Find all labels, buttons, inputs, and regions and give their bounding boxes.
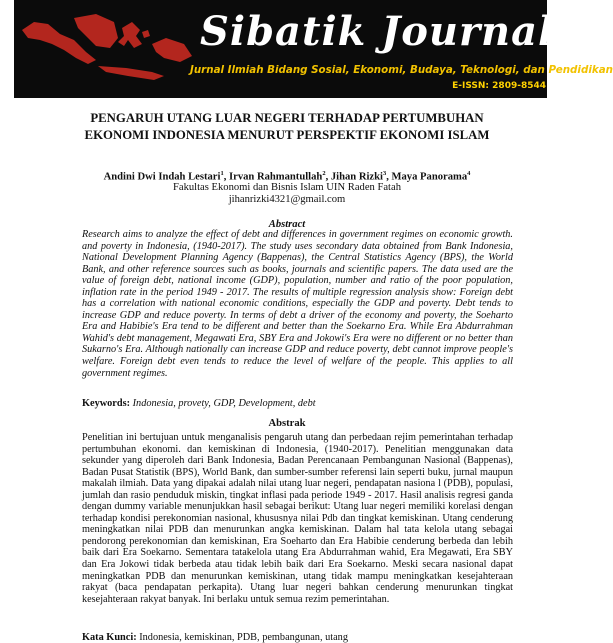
keywords-id (82, 632, 513, 643)
article-title: PENGARUH UTANG LUAR NEGERI TERHADAP PERTUMBUHAN EKONOMI INDONESIA MENURUT PERSPEKTIF EKONOMI ISLAM (84, 111, 490, 142)
author-name: Andini Dwi Indah Lestari (103, 171, 221, 183)
keywords-value-en: Indonesia, provety, GDP, Development, debt (132, 398, 316, 409)
abstract-heading-en: Abstract (268, 219, 306, 230)
keywords-en (82, 398, 513, 409)
abstract-heading-id: Abstrak (268, 418, 306, 429)
journal-banner (14, 0, 613, 98)
author-email[interactable]: jihanrizki4321@gmail.com (228, 194, 346, 205)
keywords-label-en: Keywords: (82, 398, 131, 409)
issn-label: E-ISSN: 2809-8544 (452, 81, 546, 91)
author-name: Jihan Rizki (330, 171, 383, 183)
journal-subtitle: Jurnal Ilmiah Bidang Sosial, Ekonomi, Budaya, Teknologi, dan Pendidikan (190, 64, 613, 76)
affiliation: Fakultas Ekonomi dan Bisnis Islam UIN Raden Fatah (172, 182, 402, 193)
author-mark: 3 (382, 170, 387, 177)
author-mark: 1 (220, 170, 224, 177)
journal-title: Sibatik Journal (200, 8, 555, 55)
abstract-text-id: Penelitian ini bertujuan untuk menganalisis pengaruh utang dan perbedaan rejim pemerintahan terhadap pertumbuhan ekonomi. dan kemiskinan di Indonesia, (1940-2017). Penelitian menggunakan data sekunder yang diperoleh dari Bank Indonesia, Badan Perencanaan Pembangunan Nasional (Bappenas), Badan Pusat Statistik (BPS), World Bank, dan sumber-sumber referensi lain seperti buku, jurnal maupun makalah ilmiah. Data yang dipakai adalah nilai utang luar negeri, pendapatan nasiona l (PDB), populasi, jumlah dan rasio penduduk miskin, tingkat inflasi pada periode 1949 - 2017. Hasil analisis regresi ganda dengan dummy variable menunjukkan hasil sebagai berikut: Utang luar negeri memiliki korelasi dengan terhadap kondisi perekonomian nasional, khususnya nilai Pdb dan tingkat kemiskinan. Utang cenderung meningkatkan nilai PDB dan menurunkan angka kemiskinan. Dalam hal tata kelola utang sebagai pendorong perekonomian dan kemiskinan, Era Soeharto dan Era Habibie cenderung berbeda dan lebih baik dari Era Soekarno. Sementara tatakelola utang Era Abdurrahman wahid, Era Megawati, Era SBY dan Era Jokowi tidak berbeda atau tidak lebih baik dari Era Soekarno. Meski secara nasional dapat meningkatkan PDB dan menurunkan kemiskinan, utang tidak mampu meningkatkan kesejahteraan rakyat (baca pendapatan perkapita). Utang luar negeri bahkan cenderung menurunkan tingkat kesejahteraan rakyat banyak. Ini berlaku untuk semua rezim pemerintahan. (82, 432, 513, 605)
author-mark: 4 (467, 170, 471, 177)
keywords-label-id: Kata Kunci: (82, 632, 137, 643)
indonesia-map-graphic (14, 0, 194, 98)
author-mark: 2 (322, 170, 326, 177)
keywords-value-id: Indonesia, kemiskinan, PDB, pembangunan, utang (139, 632, 348, 643)
author-name: Maya Panorama (391, 171, 468, 183)
author-list: Andini Dwi Indah Lestari$^1$, Irvan Rahmantullah$^2$, Jihan Rizki$^3$, Maya Panorama$^4$ (103, 170, 471, 183)
author-name: Irvan Rahmantullah (229, 171, 323, 183)
abstract-text-en: Research aims to analyze the effect of debt and differences in government regimes on economic growth. and poverty in Indonesia, (1940-2017). The study uses secondary data obtained from Bank Indonesia, National Development Planning Agency (Bappenas), the Central Statistics Agency (BPS), the World Bank, and other reference sources such as books, journals and scientific papers. The data used are the value of foreign debt, national income (GDP), population, number and ratio of the poor population, inflation rate in the period 1949 - 2017. The results of multiple regression analysis show: Foreign debt has a correlation with national economic conditions, especially the GDP and poverty. Debt tends to increase GDP and reduce poverty. In terms of debt a driver of the economy and poverty, the Soeharto Era and Habibie's Era tend to be different and better than the Soekarno Era. While Era Abdurrahman Wahid's debt management, Megawati Era, SBY Era and Jokowi's Era were no different or no better than Sukarno's Era. Although nationally can increase GDP and reduce poverty, debt cannot improve people's welfare. Foreign debt even tends to reduce the level of welfare of the people. This applies to all government regimes. (82, 229, 513, 379)
